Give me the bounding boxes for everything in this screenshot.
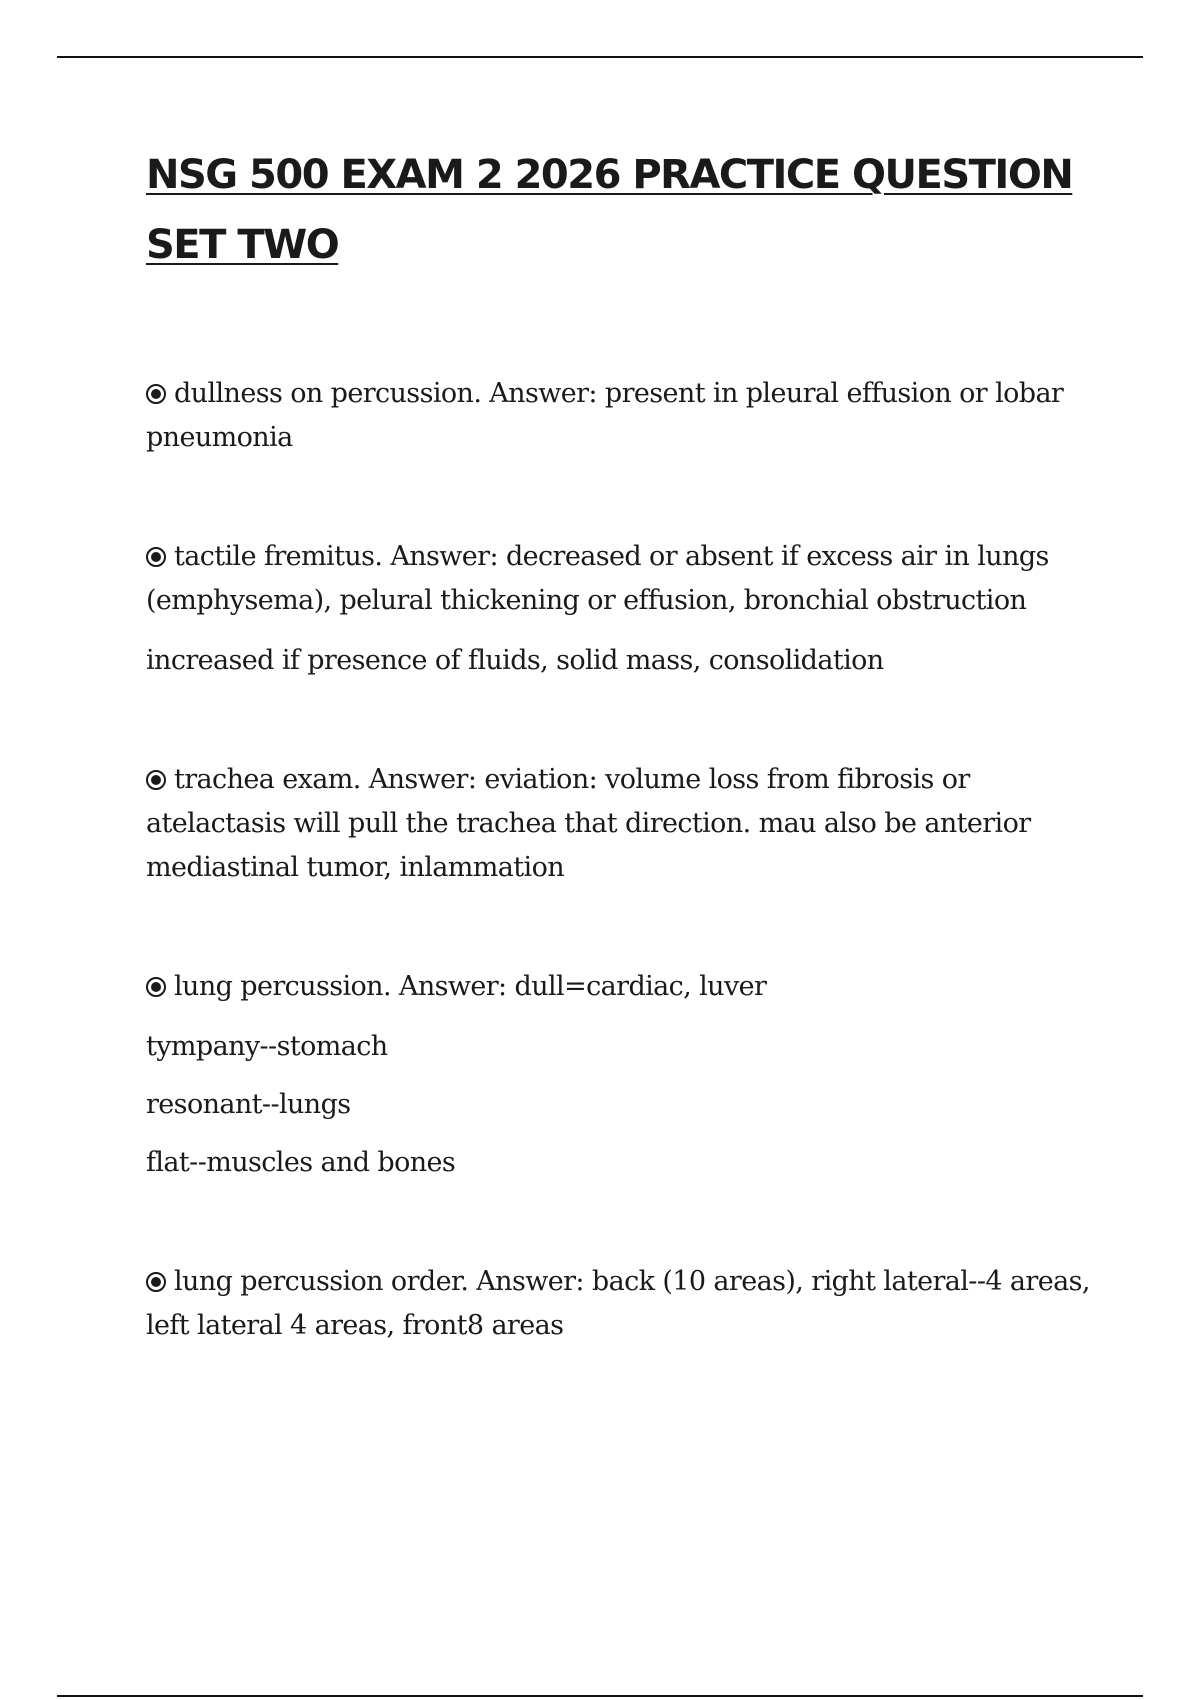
answer-text: decreased or absent if excess air in lungs (emphysema), pelural thickening or effusion, bronchial obstruction [146,541,1049,616]
question-text: lung percussion order [174,1266,461,1297]
qa-main-line: trachea exam. Answer: eviation: volume loss from fibrosis or atelactasis will pull the trachea that direction. mau also be anterior mediastinal tumor, inlammation [146,764,1031,883]
qa-item-4 [146,965,1096,1185]
qa-item-1 [146,372,1096,460]
qa-main-line: lung percussion. Answer: dull=cardiac, luver [146,965,1096,1009]
qa-item-2 [146,535,1096,683]
answer-prefix: Answer: [489,378,597,409]
radio-bullet-icon [146,770,166,790]
qa-list [146,372,1096,1348]
bottom-divider [57,1695,1143,1697]
radio-bullet-icon [146,384,166,404]
answer-prefix: Answer: [368,764,477,795]
answer-prefix: Answer: [398,971,507,1002]
radio-bullet-icon [146,1272,166,1292]
document-title: NSG 500 EXAM 2 2026 PRACTICE QUESTION SET TWO [146,152,1073,268]
answer-extra-line: increased if presence of fluids, solid mass, consolidation [146,645,884,676]
radio-bullet-icon [146,547,166,567]
answer-text: dull=cardiac, luver [514,971,767,1002]
qa-main-line: tactile fremitus. Answer: decreased or absent if excess air in lungs (emphysema), pelural thickening or effusion, bronchial obstruction [146,541,1049,616]
radio-bullet-icon [146,977,166,997]
answer-text: present in pleural effusion or lobar pneumonia [146,378,1064,453]
answer-extra-line: resonant--lungs [146,1089,351,1120]
qa-main-line: lung percussion order. Answer: back (10 areas), right lateral--4 areas, left lateral 4 areas, front8 areas [146,1266,1090,1341]
question-text: tactile fremitus [174,541,375,572]
answer-prefix: Answer: [476,1266,584,1297]
answer-text: back (10 areas), right lateral--4 areas, left lateral 4 areas, front8 areas [146,1266,1090,1341]
answer-extra-line: tympany--stomach [146,1031,388,1062]
question-text: lung percussion [174,971,383,1002]
qa-main-line: dullness on percussion. Answer: present in pleural effusion or lobar pneumonia [146,378,1064,453]
question-text: dullness on percussion [174,378,474,409]
qa-item-3 [146,758,1096,890]
answer-extra-line: flat--muscles and bones [146,1147,456,1178]
qa-item-5 [146,1260,1096,1348]
question-text: trachea exam [174,764,353,795]
top-divider [57,56,1143,58]
answer-prefix: Answer: [390,541,498,572]
answer-text: eviation: volume loss from fibrosis or atelactasis will pull the trachea that direction. mau also be anterior mediastinal tumor, inlammation [146,764,1031,883]
document-body [146,140,1096,1423]
